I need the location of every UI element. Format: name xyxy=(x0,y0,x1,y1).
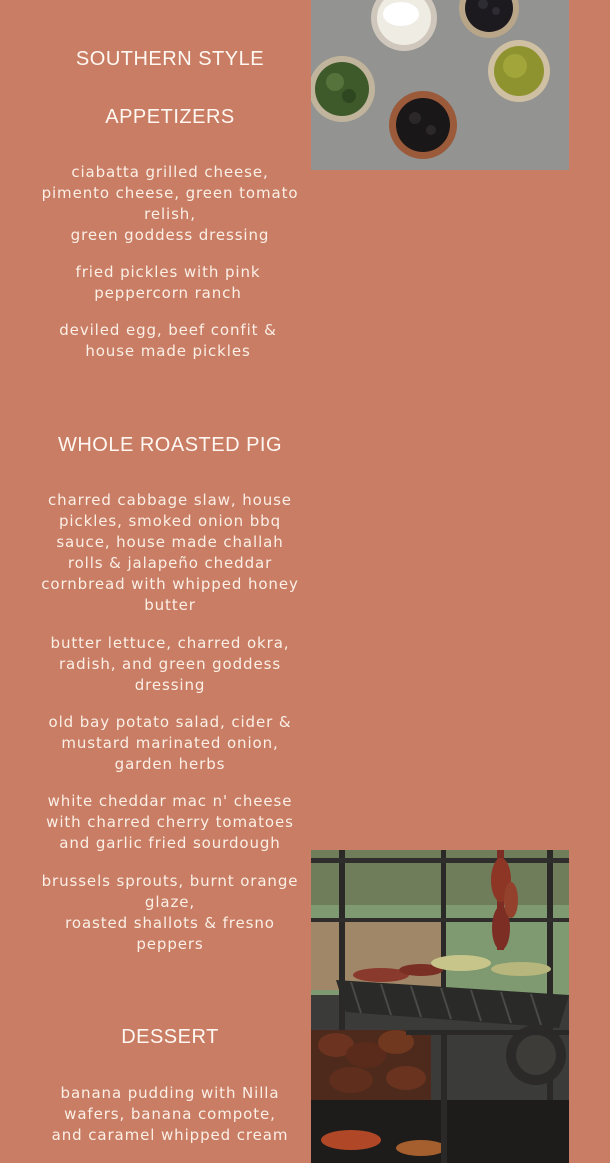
menu-title: SOUTHERN STYLE xyxy=(75,48,265,70)
menu-item-text: banana pudding with Nilla wafers, banana compote, xyxy=(60,1084,280,1123)
grill-with-meats-photo xyxy=(311,850,569,1163)
menu-item-text: roasted shallots & fresno peppers xyxy=(65,914,275,953)
menu-item xyxy=(38,871,302,955)
menu-item-text: green goddess dressing xyxy=(70,226,270,244)
section-heading-dessert: DESSERT xyxy=(121,1026,219,1048)
menu-item-text: brussels sprouts, burnt orange glaze, xyxy=(41,872,299,911)
menu-item: fried pickles with pink peppercorn ranch xyxy=(75,263,261,302)
menu-item-text: ciabatta grilled cheese, pimento cheese, green tomato relish, xyxy=(41,163,299,223)
sauces-in-bowls-photo xyxy=(311,0,569,170)
menu-item xyxy=(38,1083,302,1146)
menu-item xyxy=(38,162,302,246)
menu-item: charred cabbage slaw, house pickles, smoked onion bbq sauce, house made challah rolls & jalapeño cheddar cornbread with whipped honey butter xyxy=(41,491,299,614)
menu-item: deviled egg, beef confit & house made pickles xyxy=(59,321,277,360)
menu-item: old bay potato salad, cider & mustard marinated onion, garden herbs xyxy=(48,713,292,773)
section-heading-appetizers: APPETIZERS xyxy=(105,106,235,128)
menu-item: butter lettuce, charred okra, radish, and green goddess dressing xyxy=(50,634,290,694)
menu-item-text: and caramel whipped cream xyxy=(51,1126,289,1144)
menu-item: white cheddar mac n' cheese with charred cherry tomatoes and garlic fried sourdough xyxy=(46,792,294,852)
section-heading-whole-roasted-pig: WHOLE ROASTED PIG xyxy=(57,434,283,456)
